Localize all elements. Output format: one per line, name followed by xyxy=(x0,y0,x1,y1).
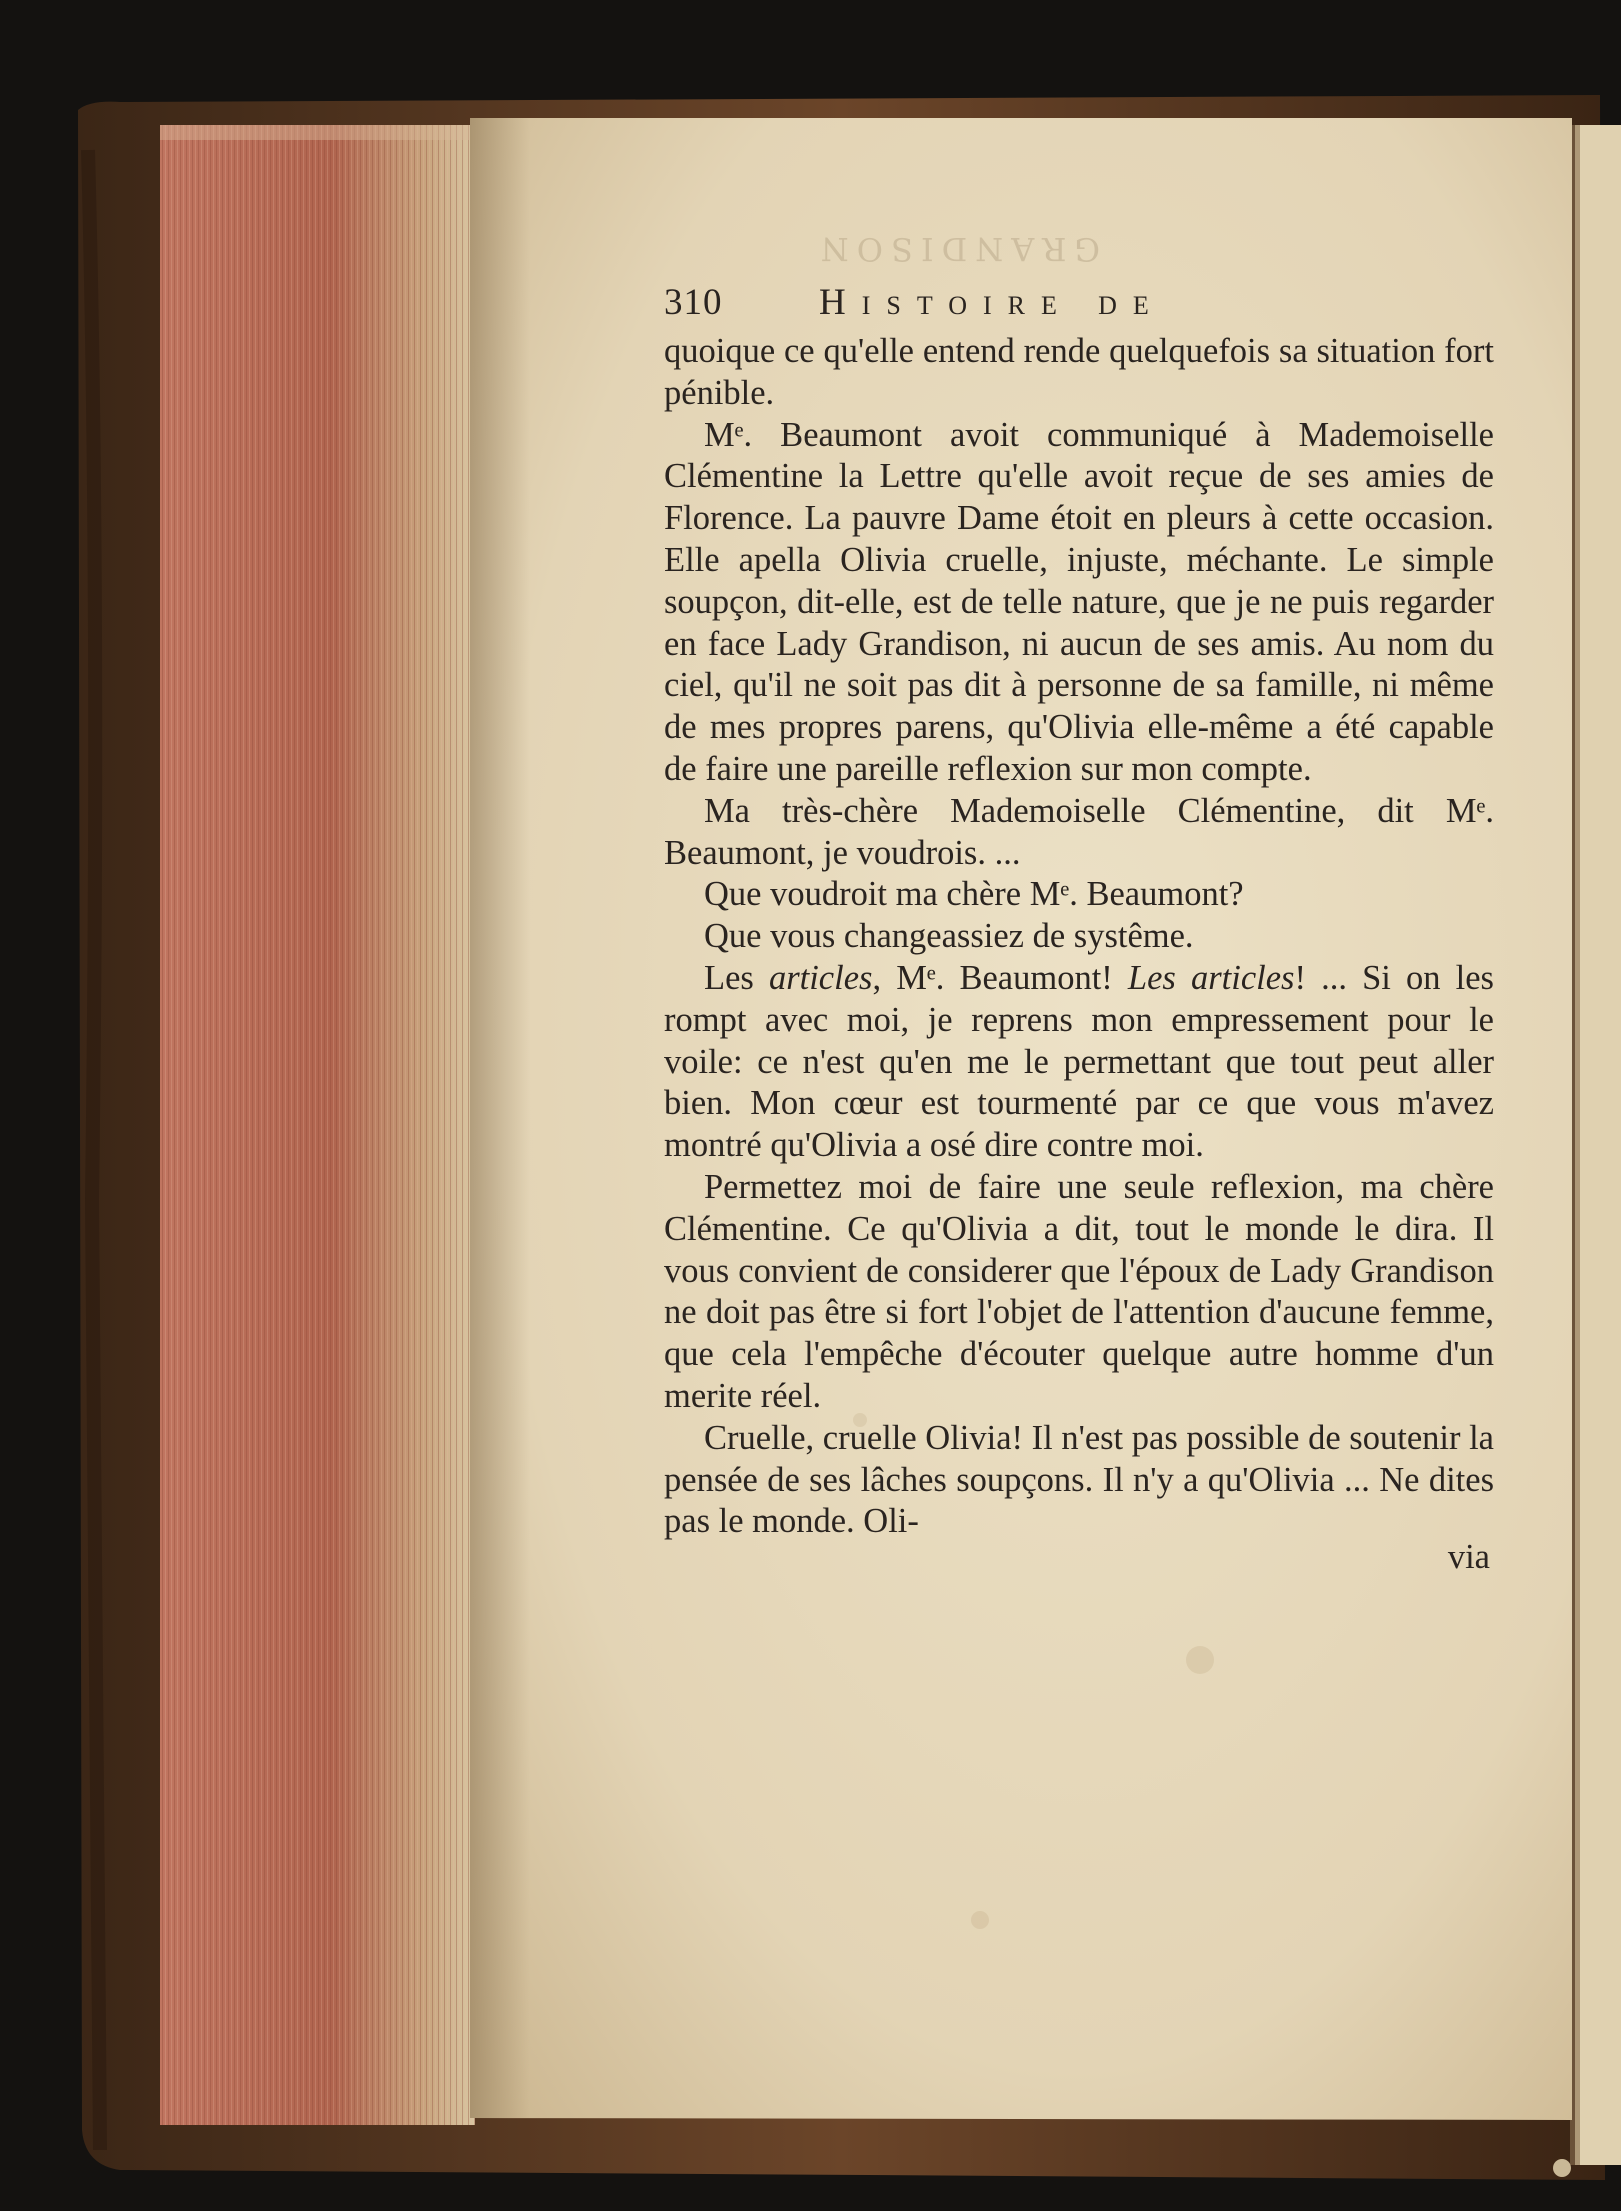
catchword: via xyxy=(1447,1538,1490,1577)
articles-prefix: Les xyxy=(704,958,769,997)
next-page-sliver xyxy=(1575,125,1621,2165)
page-number: 310 xyxy=(664,282,723,323)
paragraph-5: Que vous changeassiez de systême. xyxy=(704,917,1194,956)
articles-suffix: ! ... Si on les rompt avec moi, je reprens mon empressement pour le voile: ce n'est qu'en me le permettant que tout peut aller bien. Mon cœur est tourmenté par ce que vous m'avez montré qu'Olivia a osé dire contre moi. xyxy=(664,958,1494,1165)
svg-text:GRANDISON: GRANDISON xyxy=(812,230,1100,268)
articles-italic-1: articles xyxy=(768,958,873,997)
paragraph-2: Mᵉ. Beaumont avoit communiqué à Mademoiselle Clémentine la Lettre qu'elle avoit reçue de ses amies de Florence. La pauvre Dame étoit en pleurs à cette occasion. Elle apella Olivia cruelle, injuste, méchante. Le simple soupçon, dit-elle, est de telle nature, que je ne puis regarder en face Lady Grandison, ni aucun de ses amis. Au nom du ciel, qu'il ne soit pas dit à personne de sa famille, ni même de mes propres parens, qu'Olivia elle-même a été capable de faire une pareille reflexion sur mon compte. xyxy=(664,415,1494,788)
articles-middle: , Mᵉ. Beaumont! xyxy=(872,958,1128,997)
paragraph-3: Ma très-chère Mademoiselle Clémentine, dit Mᵉ. Beaumont, je voudrois. ... xyxy=(664,791,1494,872)
paragraph-7: Permettez moi de faire une seule reflexion, ma chère Clémentine. Ce qu'Olivia a dit, tout le monde le dira. Il vous convient de considerer que l'époux de Lady Grandison ne doit pas être si fort l'objet de l'attention d'aucune femme, que cela l'empêche d'écouter quelque autre homme d'un merite réel. xyxy=(664,1167,1494,1415)
page-text-block xyxy=(664,275,1494,1835)
binding-clasp xyxy=(1553,2159,1571,2177)
running-head xyxy=(664,275,1494,331)
running-title: Histoire de xyxy=(819,282,1165,323)
paragraph-1: quoique ce qu'elle entend rende quelquefois sa situation fort pénible. xyxy=(664,332,1494,412)
paragraph-8: Cruelle, cruelle Olivia! Il n'est pas possible de soutenir la pensée de ses lâches soupçons. Il n'y a qu'Olivia ... Ne dites pas le monde. Oli- xyxy=(664,1418,1494,1541)
paragraph-4: Que voudroit ma chère Mᵉ. Beaumont? xyxy=(704,875,1244,914)
articles-italic-2: Les articles xyxy=(1127,958,1295,997)
paragraph-articles xyxy=(664,958,1494,1167)
